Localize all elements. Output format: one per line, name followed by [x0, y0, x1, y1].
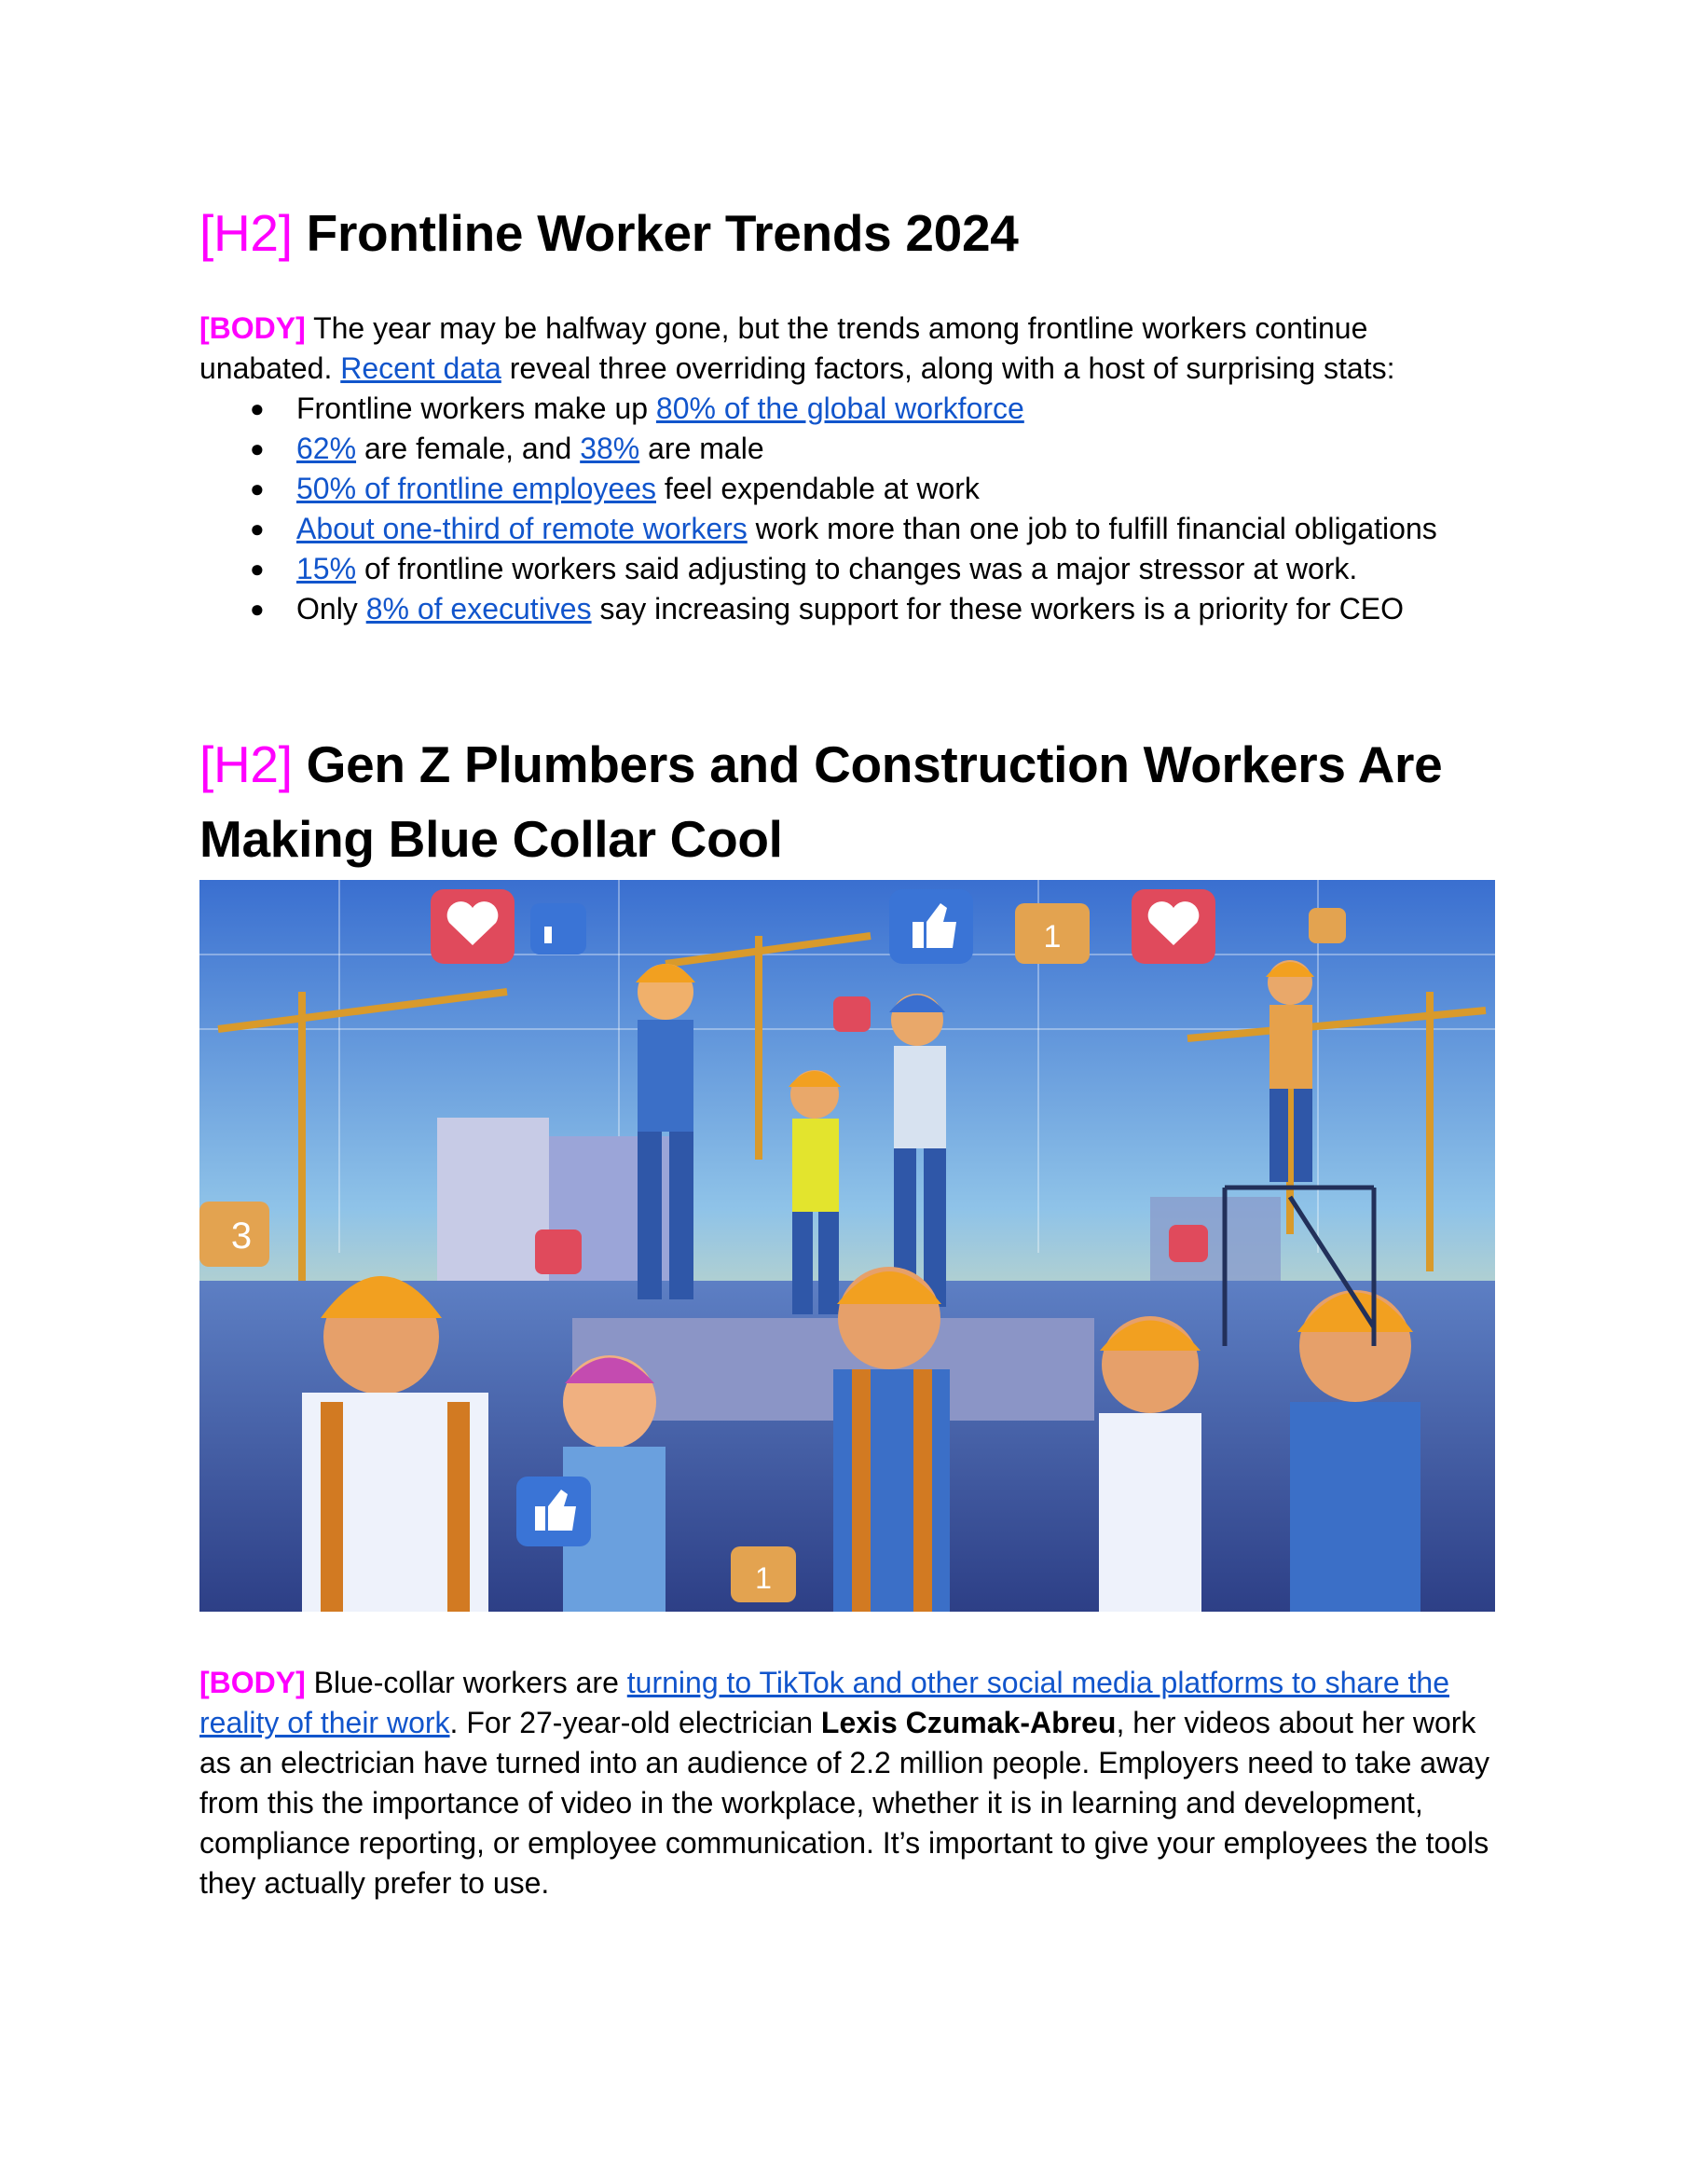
person-name: Lexis Czumak-Abreu [820, 1706, 1117, 1739]
heart-reaction-icon [431, 889, 515, 964]
stats-list [199, 389, 1495, 629]
bullet-text: say increasing support for these workers is a priority for CEO [591, 592, 1405, 625]
list-item [199, 429, 1495, 469]
intro-text-b: reveal three overriding factors, along with a host of surprising stats: [509, 351, 1395, 385]
recent-data-link[interactable]: Recent data [340, 351, 501, 385]
list-item [199, 469, 1495, 509]
section2-heading [199, 727, 1495, 876]
tiktok-article-link[interactable]: turning to TikTok and other social media platforms to share the reality of their work [199, 1666, 1449, 1739]
comment-badge-icon [199, 1202, 269, 1267]
intro-text-a: The year may be halfway gone, but the trends among frontline workers continue unabated. [199, 311, 1368, 385]
bullet-text: are male [639, 432, 764, 465]
bullet-icon: ● [250, 555, 265, 583]
bullet-icon: ● [250, 595, 265, 623]
stat-link[interactable]: 62% [296, 432, 357, 465]
list-item [199, 589, 1495, 629]
body-tag: [BODY] [199, 1666, 306, 1699]
bullet-icon: ● [250, 394, 265, 422]
heart-reaction-icon [1132, 889, 1215, 964]
bullet-text: feel expendable at work [656, 472, 980, 505]
section2-body [199, 1663, 1495, 1903]
section2-title: Gen Z Plumbers and Construction Workers Are Making Blue Collar Cool [199, 735, 1443, 868]
badge-count: 1 [755, 1561, 772, 1595]
h2-tag: [H2] [199, 735, 293, 793]
stat-link[interactable]: About one-third of remote workers [296, 512, 748, 545]
stat-link[interactable]: 80% of the global workforce [655, 391, 1024, 425]
comment-badge-icon [1015, 903, 1090, 964]
section1-body [199, 309, 1495, 629]
bullet-icon: ● [250, 515, 265, 543]
body-text-b: . For 27-year-old electrician [449, 1706, 814, 1739]
list-item [199, 549, 1495, 589]
construction-workers-illustration [199, 880, 1495, 1612]
bullet-text: are female, and [356, 432, 581, 465]
body-text-c: , her videos about her work as an electrician have turned into an audience of 2.2 million people. Employers need to take away from this the importance of video in the workplace, whether it is in learning and development, compliance reporting, or employee communication. It’s important to give your employees the tools they actually prefer to use. [199, 1706, 1489, 1900]
bullet-icon: ● [250, 474, 265, 502]
thumbs-up-icon [516, 1477, 591, 1546]
bullet-icon: ● [250, 434, 265, 462]
list-item [199, 509, 1495, 549]
section1-heading-block [199, 196, 1495, 270]
list-item [199, 389, 1495, 429]
stat-link[interactable]: 38% [580, 432, 640, 465]
stat-link[interactable]: 15% [296, 552, 357, 585]
bullet-text: of frontline workers said adjusting to changes was a major stressor at work. [356, 552, 1358, 585]
h2-tag: [H2] [199, 204, 293, 262]
badge-count: 3 [230, 1216, 253, 1257]
badge-count: 1 [1043, 919, 1062, 955]
section2-heading-block [199, 727, 1495, 876]
bullet-text: Only [296, 592, 366, 625]
stat-link[interactable]: 8% of executives [365, 592, 592, 625]
body-tag: [BODY] [199, 311, 306, 345]
thumbs-up-icon [889, 889, 973, 964]
stat-link[interactable]: 50% of frontline employees [296, 472, 656, 505]
illustration-svg [199, 880, 1495, 1612]
comment-badge-icon [731, 1546, 796, 1602]
section1-title: Frontline Worker Trends 2024 [306, 204, 1019, 262]
bullet-text: work more than one job to fulfill financial obligations [747, 512, 1437, 545]
section1-heading [199, 196, 1495, 270]
thumbs-up-icon [530, 903, 586, 955]
body-text-a: Blue-collar workers are [313, 1666, 619, 1699]
section1-intro [199, 309, 1495, 389]
bullet-text: Frontline workers make up [296, 391, 656, 425]
